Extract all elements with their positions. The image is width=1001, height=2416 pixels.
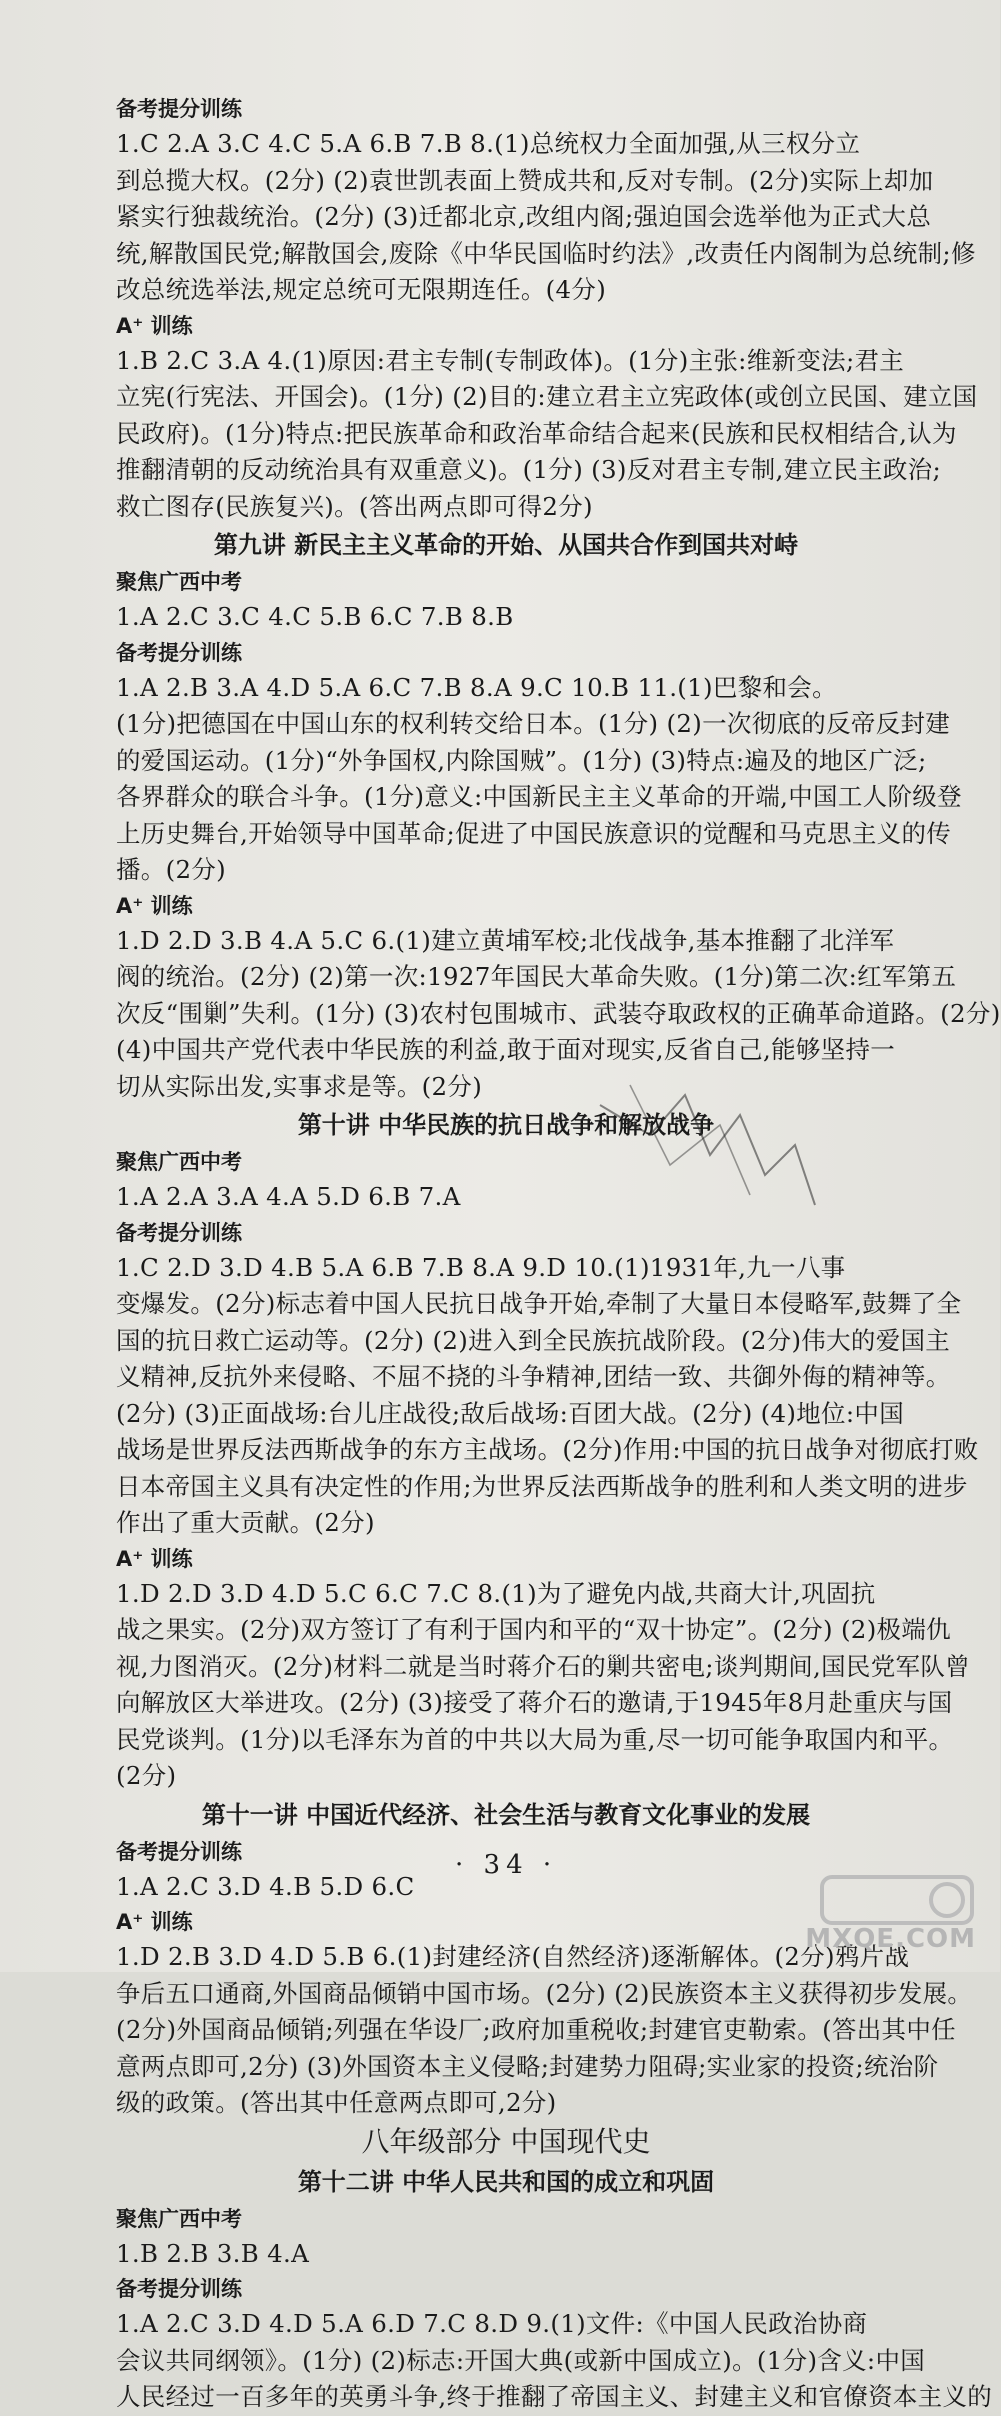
section-label: 备考提分训练 [116,1220,242,1245]
chapter-heading: 第九讲 新民主主义革命的开始、从国共合作到国共对峙 [213,531,799,559]
text-line: 1.A 2.A 3.A 4.A 5.D 6.B 7.A [116,1182,461,1211]
section-label: A⁺ 训练 [116,313,193,338]
watermark-text: MXQE.COM [805,1924,976,1954]
section-label: 备考提分训练 [116,97,242,121]
text-line: 上历史舞台,开始领导中国革命;促进了中国民族意识的觉醒和马克思主义的传 [116,818,952,848]
pen-scribble [590,1065,830,1235]
text-line: (2分) [116,1761,177,1790]
text-line: 向解放区大举进攻。(2分) (3)接受了蒋介石的邀请,于1945年8月赴重庆与国 [116,1688,953,1717]
text-line: 变爆发。(2分)标志着中国人民抗日战争开始,牵制了大量日本侵略军,鼓舞了全 [116,1289,962,1318]
text-line: 1.B 2.C 3.A 4.(1)原因:君主专制(专制政体)。(1分)主张:维新变法;君主 [116,345,905,375]
text-line: (4)中国共产党代表中华民族的利益,敢于面对现实,反省自己,能够坚持一 [116,1035,896,1064]
text-line: 战场是世界反法西斯战争的东方主战场。(2分)作用:中国的抗日战争对彻底打败 [116,1435,979,1464]
text-line: 级的政策。(答出其中任意两点即可,2分) [116,2088,557,2117]
section-label: 备考提分训练 [116,2277,242,2301]
text-line: 战之果实。(2分)双方签订了有利于国内和平的“双十协定”。(2分) (2)极端仇 [116,1615,951,1644]
text-line: 紧实行独裁统治。(2分) (3)迁都北京,改组内阁;强迫国会选举他为正式大总 [116,202,932,231]
text-line: 改总统选举法,规定总统可无限期连任。(4分) [116,275,607,304]
section-label: A⁺ 训练 [116,1910,193,1934]
text-line: 1.A 2.C 3.D 4.D 5.A 6.D 7.C 8.D 9.(1)文件:《中国人民政治协商 [116,2309,868,2338]
chapter-heading: 第十二讲 中华人民共和国的成立和巩固 [297,2167,715,2196]
page-number: · 34 · [455,1850,558,1880]
text-line: 视,力图消灭。(2分)材料二就是当时蒋介石的剿共密电;谈判期间,国民党军队曾 [116,1651,970,1681]
text-line: 次反“围剿”失利。(1分) (3)农村包围城市、武装夺取政权的正确革命道路。(2分) [116,998,1001,1028]
text-line: 各界群众的联合斗争。(1分)意义:中国新民主主义革命的开端,中国工人阶级登 [116,782,962,811]
text-line: 1.A 2.B 3.A 4.D 5.A 6.C 7.B 8.A 9.C 10.B 11.(1)巴黎和会。 [116,672,837,702]
text-line: 立宪(行宪法、开国会)。(1分) (2)目的:建立君主立宪政体(或创立民国、建立国 [116,382,978,411]
watermark-logo [802,1869,992,1964]
text-line: 作出了重大贡献。(2分) [116,1508,375,1537]
text-line: 切从实际出发,实事求是等。(2分) [116,1071,483,1101]
text-line: 1.C 2.A 3.C 4.C 5.A 6.B 7.B 8.(1)总统权力全面加强,从三权分立 [116,129,861,158]
text-line: 国的抗日救亡运动等。(2分) (2)进入到全民族抗战阶段。(2分)伟大的爱国主 [116,1325,951,1355]
chapter-heading: 第十一讲 中国近代经济、社会生活与教育文化事业的发展 [201,1800,811,1829]
section-label: 聚焦广西中考 [116,570,242,594]
section-label: A⁺ 训练 [116,1546,193,1571]
text-line: 1.C 2.D 3.D 4.B 5.A 6.B 7.B 8.A 9.D 10.(1)1931年,九一八事 [116,1252,846,1282]
text-line: 阀的统治。(2分) (2)第一次:1927年国民大革命失败。(1分)第二次:红军第五 [116,962,957,991]
text-line: 1.D 2.B 3.D 4.D 5.B 6.(1)封建经济(自然经济)逐渐解体。(2分)鸦片战 [116,1942,910,1971]
text-line: (2分)外国商品倾销;列强在华设厂;政府加重税收;封建官吏勒索。(答出其中任 [116,2015,956,2044]
text-line: 1.A 2.C 3.C 4.C 5.B 6.C 7.B 8.B [116,602,514,631]
text-line: 争后五口通商,外国商品倾销中国市场。(2分) (2)民族资本主义获得初步发展。 [116,1978,973,2008]
text-line: 1.A 2.C 3.D 4.B 5.D 6.C [116,1871,415,1901]
section-label: 备考提分训练 [116,1839,242,1864]
text-line: 民政府)。(1分)特点:把民族革命和政治革命结合起来(民族和民权相结合,认为 [116,418,957,448]
text-line: 到总揽大权。(2分) (2)袁世凯表面上赞成共和,反对专制。(2分)实际上却加 [116,165,934,195]
answer-content [116,92,1001,2416]
text-line: 会议共同纲领》。(1分) (2)标志:开国大典(或新中国成立)。(1分)含义:中国 [116,2345,926,2375]
text-line: 救亡图存(民族复兴)。(答出两点即可得2分) [116,491,593,521]
text-line: 1.D 2.D 3.D 4.D 5.C 6.C 7.C 8.(1)为了避免内战,共商大计,巩固抗 [116,1578,876,1608]
text-line: 1.D 2.D 3.B 4.A 5.C 6.(1)建立黄埔军校;北伐战争,基本推翻了北洋军 [116,925,895,955]
section-label: 备考提分训练 [116,640,242,665]
text-line: 统,解散国民党;解散国会,废除《中华民国临时约法》,改责任内阁制为总统制;修 [116,238,976,268]
section-label: 聚焦广西中考 [116,2206,242,2231]
text-line: 人民经过一百多年的英勇斗争,终于推翻了帝国主义、封建主义和官僚资本主义的 [116,2382,993,2411]
text-line: 推翻清朝的反动统治具有双重意义)。(1分) (3)反对君主专制,建立民主政治; [116,455,941,484]
text-line: 的爱国运动。(1分)“外争国权,内除国贼”。(1分) (3)特点:遍及的地区广泛; [116,745,927,775]
text-line: 义精神,反抗外来侵略、不屈不挠的斗争精神,团结一致、共御外侮的精神等。 [116,1362,951,1391]
text-line: 1.B 2.B 3.B 4.A [116,2238,310,2268]
text-line: (1分)把德国在中国山东的权利转交给日本。(1分) (2)一次彻底的反帝反封建 [116,709,951,738]
text-line: 意两点即可,2分) (3)外国资本主义侵略;封建势力阻碍;实业家的投资;统治阶 [116,2051,939,2081]
chapter-heading: 第十讲 中华民族的抗日战争和解放战争 [297,1111,715,1139]
text-line: 民党谈判。(1分)以毛泽东为首的中共以大局为重,尽一切可能争取国内和平。 [116,1724,954,1754]
text-line: (2分) (3)正面战场:台儿庄战役;敌后战场:百团大战。(2分) (4)地位:中国 [116,1398,905,1428]
part-heading: 八年级部分 中国现代史 [361,2124,651,2158]
section-label: A⁺ 训练 [116,893,193,918]
section-label: 聚焦广西中考 [116,1150,242,1174]
text-line: 日本帝国主义具有决定性的作用;为世界反法西斯战争的胜利和人类文明的进步 [116,1471,968,1501]
text-line: 播。(2分) [116,855,227,884]
